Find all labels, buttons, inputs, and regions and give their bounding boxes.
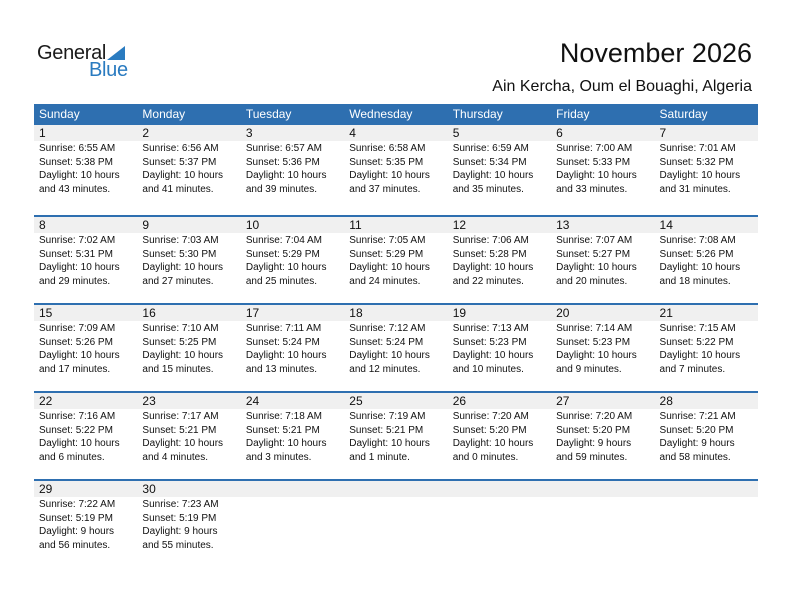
daylight-text: and 59 minutes. — [556, 451, 628, 463]
day-number: 8 — [34, 217, 137, 233]
day-number: 1 — [34, 125, 137, 141]
day-cell — [551, 125, 654, 215]
daylight-text: Daylight: 10 hours — [349, 438, 430, 449]
daylight-text: and 10 minutes. — [452, 363, 524, 375]
day-cell — [655, 217, 758, 303]
daylight-text: Daylight: 10 hours — [245, 350, 327, 361]
day-cell — [655, 125, 758, 215]
daylight-text: Daylight: 10 hours — [452, 438, 534, 449]
day-number: 3 — [241, 125, 344, 141]
daylight-text: Daylight: 9 hours — [556, 438, 632, 449]
weekday-saturday: Saturday — [659, 107, 708, 121]
day-cell — [344, 393, 447, 479]
day-cell — [34, 481, 137, 567]
day-cell — [344, 217, 447, 303]
sunrise-text: Sunrise: 7:02 AM — [39, 235, 116, 246]
day-number: 27 — [551, 393, 654, 409]
location-subtitle: Ain Kercha, Oum el Bouaghi, Algeria — [492, 78, 752, 95]
sun-info — [241, 142, 344, 196]
weeks-container — [34, 125, 758, 567]
weekday-header-row — [34, 104, 758, 125]
sunrise-text: Sunrise: 7:17 AM — [142, 411, 219, 422]
day-number — [241, 481, 344, 497]
day-number: 20 — [551, 305, 654, 321]
daylight-text: Daylight: 10 hours — [556, 170, 637, 181]
sunrise-text: Sunrise: 7:23 AM — [142, 499, 219, 510]
day-cell — [34, 125, 137, 215]
daylight-text: and 27 minutes. — [142, 275, 214, 287]
sun-info — [344, 142, 447, 196]
daylight-text: Daylight: 10 hours — [659, 170, 741, 181]
daylight-text: and 15 minutes. — [142, 363, 214, 375]
sunset-text: Sunset: 5:37 PM — [142, 156, 217, 168]
sunset-text: Sunset: 5:26 PM — [39, 336, 113, 348]
page-title: November 2026 — [559, 38, 752, 68]
daylight-text: Daylight: 10 hours — [142, 438, 224, 449]
weekday-sunday: Sunday — [39, 107, 80, 121]
daylight-text: and 41 minutes. — [142, 183, 214, 195]
sunset-text: Sunset: 5:21 PM — [349, 424, 424, 436]
daylight-text: and 0 minutes. — [452, 451, 519, 463]
day-cell — [137, 393, 240, 479]
sun-info — [34, 234, 137, 288]
day-cell — [655, 305, 758, 391]
daylight-text: and 4 minutes. — [142, 451, 209, 463]
sunrise-text: Sunrise: 7:05 AM — [349, 235, 426, 246]
sunset-text: Sunset: 5:36 PM — [245, 156, 320, 168]
sunrise-text: Sunrise: 6:55 AM — [39, 143, 116, 154]
daylight-text: Daylight: 10 hours — [452, 262, 534, 273]
day-number: 28 — [655, 393, 758, 409]
sun-info — [137, 142, 240, 196]
sunrise-text: Sunrise: 7:19 AM — [349, 411, 426, 422]
daylight-text: and 3 minutes. — [245, 451, 312, 463]
day-cell — [137, 305, 240, 391]
day-number — [448, 481, 551, 497]
sun-info — [655, 322, 758, 376]
daylight-text: and 1 minute. — [349, 451, 410, 463]
sun-info — [344, 234, 447, 288]
day-number: 15 — [34, 305, 137, 321]
daylight-text: and 58 minutes. — [659, 451, 731, 463]
sunrise-text: Sunrise: 7:07 AM — [556, 235, 633, 246]
sunrise-text: Sunrise: 7:01 AM — [659, 143, 736, 154]
week-row — [34, 391, 758, 479]
day-cell — [655, 393, 758, 479]
daylight-text: and 24 minutes. — [349, 275, 421, 287]
daylight-text: Daylight: 10 hours — [556, 262, 637, 273]
daylight-text: and 6 minutes. — [39, 451, 105, 463]
sun-info — [448, 322, 551, 376]
calendar-grid — [34, 104, 758, 567]
day-number: 12 — [448, 217, 551, 233]
sun-info — [448, 142, 551, 196]
sun-info — [137, 498, 240, 552]
sunset-text: Sunset: 5:20 PM — [452, 424, 527, 436]
sun-info — [655, 142, 758, 196]
sun-info — [344, 322, 447, 376]
empty-day-cell — [344, 481, 447, 567]
sunrise-text: Sunrise: 7:14 AM — [556, 323, 633, 334]
sunset-text: Sunset: 5:28 PM — [452, 248, 527, 260]
day-number: 14 — [655, 217, 758, 233]
daylight-text: and 37 minutes. — [349, 183, 421, 195]
daylight-text: Daylight: 9 hours — [659, 438, 735, 449]
sunset-text: Sunset: 5:25 PM — [142, 336, 217, 348]
day-number: 19 — [448, 305, 551, 321]
weekday-tuesday: Tuesday — [245, 107, 292, 121]
daylight-text: Daylight: 10 hours — [39, 438, 120, 449]
daylight-text: and 20 minutes. — [556, 275, 628, 287]
sunset-text: Sunset: 5:33 PM — [556, 156, 631, 168]
sun-info — [137, 410, 240, 464]
day-number: 30 — [137, 481, 240, 497]
sunset-text: Sunset: 5:24 PM — [349, 336, 424, 348]
logo-text-general: General — [37, 42, 107, 64]
sun-info — [137, 234, 240, 288]
day-cell — [448, 125, 551, 215]
sun-info — [344, 410, 447, 464]
sun-info — [34, 498, 137, 552]
daylight-text: Daylight: 10 hours — [452, 170, 534, 181]
sunrise-text: Sunrise: 7:16 AM — [39, 411, 116, 422]
day-number: 24 — [241, 393, 344, 409]
sunrise-text: Sunrise: 7:13 AM — [452, 323, 529, 334]
sun-info — [655, 410, 758, 464]
sunset-text: Sunset: 5:29 PM — [349, 248, 424, 260]
daylight-text: Daylight: 10 hours — [39, 262, 120, 273]
daylight-text: and 9 minutes. — [556, 363, 622, 375]
weekday-monday: Monday — [142, 107, 186, 121]
sunrise-text: Sunrise: 7:03 AM — [142, 235, 219, 246]
weekday-wednesday: Wednesday — [349, 107, 413, 121]
week-row — [34, 125, 758, 215]
empty-day-cell — [448, 481, 551, 567]
daylight-text: and 43 minutes. — [39, 183, 111, 195]
weekday-thursday: Thursday — [452, 107, 503, 121]
sunset-text: Sunset: 5:23 PM — [452, 336, 527, 348]
week-row — [34, 215, 758, 303]
sunset-text: Sunset: 5:20 PM — [659, 424, 734, 436]
daylight-text: and 56 minutes. — [39, 539, 111, 551]
daylight-text: Daylight: 9 hours — [39, 526, 115, 537]
sunrise-text: Sunrise: 7:04 AM — [245, 235, 322, 246]
day-cell — [241, 217, 344, 303]
daylight-text: Daylight: 9 hours — [142, 526, 218, 537]
daylight-text: and 29 minutes. — [39, 275, 111, 287]
week-row — [34, 303, 758, 391]
sunset-text: Sunset: 5:34 PM — [452, 156, 527, 168]
sunset-text: Sunset: 5:19 PM — [39, 512, 113, 524]
day-number: 18 — [344, 305, 447, 321]
empty-day-cell — [551, 481, 654, 567]
daylight-text: Daylight: 10 hours — [245, 262, 327, 273]
sunset-text: Sunset: 5:23 PM — [556, 336, 631, 348]
day-number: 9 — [137, 217, 240, 233]
sun-info — [551, 234, 654, 288]
sunset-text: Sunset: 5:24 PM — [245, 336, 320, 348]
sun-info — [551, 322, 654, 376]
day-number: 4 — [344, 125, 447, 141]
sun-info — [34, 322, 137, 376]
logo-text-blue: Blue — [89, 59, 128, 81]
day-number: 5 — [448, 125, 551, 141]
daylight-text: Daylight: 10 hours — [349, 262, 430, 273]
sunrise-text: Sunrise: 7:22 AM — [39, 499, 116, 510]
sun-info — [551, 142, 654, 196]
day-cell — [137, 481, 240, 567]
sunrise-text: Sunrise: 6:57 AM — [245, 143, 322, 154]
daylight-text: and 22 minutes. — [452, 275, 524, 287]
sun-info — [551, 410, 654, 464]
daylight-text: and 18 minutes. — [659, 275, 731, 287]
sun-info — [137, 322, 240, 376]
sunset-text: Sunset: 5:31 PM — [39, 248, 113, 260]
day-cell — [34, 393, 137, 479]
day-number: 25 — [344, 393, 447, 409]
weekday-friday: Friday — [556, 107, 590, 121]
daylight-text: and 7 minutes. — [659, 363, 726, 375]
daylight-text: Daylight: 10 hours — [39, 170, 120, 181]
sunset-text: Sunset: 5:20 PM — [556, 424, 631, 436]
sun-info — [655, 234, 758, 288]
day-cell — [344, 125, 447, 215]
daylight-text: and 17 minutes. — [39, 363, 111, 375]
week-row — [34, 479, 758, 567]
day-number: 23 — [137, 393, 240, 409]
day-cell — [448, 217, 551, 303]
daylight-text: Daylight: 10 hours — [556, 350, 637, 361]
daylight-text: and 35 minutes. — [452, 183, 524, 195]
day-cell — [137, 125, 240, 215]
sunset-text: Sunset: 5:21 PM — [245, 424, 320, 436]
daylight-text: and 13 minutes. — [245, 363, 318, 375]
day-cell — [551, 305, 654, 391]
daylight-text: Daylight: 10 hours — [39, 350, 120, 361]
day-number: 11 — [344, 217, 447, 233]
daylight-text: Daylight: 10 hours — [245, 170, 327, 181]
day-number: 2 — [137, 125, 240, 141]
sunset-text: Sunset: 5:22 PM — [39, 424, 113, 436]
day-cell — [551, 393, 654, 479]
sunrise-text: Sunrise: 7:06 AM — [452, 235, 529, 246]
sunrise-text: Sunrise: 7:20 AM — [452, 411, 529, 422]
sunset-text: Sunset: 5:27 PM — [556, 248, 631, 260]
sunrise-text: Sunrise: 7:18 AM — [245, 411, 322, 422]
day-cell — [551, 217, 654, 303]
empty-day-cell — [655, 481, 758, 567]
daylight-text: and 33 minutes. — [556, 183, 628, 195]
daylight-text: and 39 minutes. — [245, 183, 318, 195]
sunrise-text: Sunrise: 7:12 AM — [349, 323, 426, 334]
sunrise-text: Sunrise: 7:20 AM — [556, 411, 633, 422]
sunrise-text: Sunrise: 6:58 AM — [349, 143, 426, 154]
day-number: 17 — [241, 305, 344, 321]
sunrise-text: Sunrise: 7:08 AM — [659, 235, 736, 246]
daylight-text: and 12 minutes. — [349, 363, 421, 375]
sunrise-text: Sunrise: 6:56 AM — [142, 143, 219, 154]
generalblue-logo — [37, 42, 137, 82]
sunset-text: Sunset: 5:32 PM — [659, 156, 734, 168]
sun-info — [241, 322, 344, 376]
day-cell — [448, 305, 551, 391]
daylight-text: Daylight: 10 hours — [349, 170, 430, 181]
daylight-text: Daylight: 10 hours — [452, 350, 534, 361]
daylight-text: and 31 minutes. — [659, 183, 731, 195]
day-number — [655, 481, 758, 497]
sunset-text: Sunset: 5:29 PM — [245, 248, 320, 260]
day-cell — [137, 217, 240, 303]
day-number: 29 — [34, 481, 137, 497]
daylight-text: Daylight: 10 hours — [349, 350, 430, 361]
day-cell — [344, 305, 447, 391]
daylight-text: Daylight: 10 hours — [142, 262, 224, 273]
day-cell — [34, 305, 137, 391]
day-cell — [241, 393, 344, 479]
sun-info — [448, 410, 551, 464]
day-number — [551, 481, 654, 497]
daylight-text: Daylight: 10 hours — [659, 262, 741, 273]
sunset-text: Sunset: 5:22 PM — [659, 336, 734, 348]
logo-triangle-icon — [107, 46, 125, 60]
daylight-text: and 55 minutes. — [142, 539, 214, 551]
sun-info — [448, 234, 551, 288]
sunrise-text: Sunrise: 6:59 AM — [452, 143, 529, 154]
daylight-text: Daylight: 10 hours — [142, 170, 224, 181]
sunrise-text: Sunrise: 7:10 AM — [142, 323, 219, 334]
day-number: 16 — [137, 305, 240, 321]
sunrise-text: Sunrise: 7:11 AM — [245, 323, 322, 334]
day-cell — [34, 217, 137, 303]
day-cell — [448, 393, 551, 479]
daylight-text: and 25 minutes. — [245, 275, 318, 287]
day-number: 13 — [551, 217, 654, 233]
day-number: 21 — [655, 305, 758, 321]
sunset-text: Sunset: 5:30 PM — [142, 248, 217, 260]
sunset-text: Sunset: 5:19 PM — [142, 512, 217, 524]
sunrise-text: Sunrise: 7:09 AM — [39, 323, 116, 334]
day-number: 10 — [241, 217, 344, 233]
sunset-text: Sunset: 5:21 PM — [142, 424, 217, 436]
day-cell — [241, 125, 344, 215]
sun-info — [34, 410, 137, 464]
day-number — [344, 481, 447, 497]
day-cell — [241, 305, 344, 391]
sun-info — [241, 234, 344, 288]
day-number: 6 — [551, 125, 654, 141]
day-number: 7 — [655, 125, 758, 141]
daylight-text: Daylight: 10 hours — [659, 350, 741, 361]
sunrise-text: Sunrise: 7:21 AM — [659, 411, 736, 422]
sunset-text: Sunset: 5:26 PM — [659, 248, 734, 260]
sunset-text: Sunset: 5:35 PM — [349, 156, 424, 168]
daylight-text: Daylight: 10 hours — [245, 438, 327, 449]
sun-info — [34, 142, 137, 196]
empty-day-cell — [241, 481, 344, 567]
sun-info — [241, 410, 344, 464]
day-number: 22 — [34, 393, 137, 409]
sunrise-text: Sunrise: 7:00 AM — [556, 143, 633, 154]
sunrise-text: Sunrise: 7:15 AM — [659, 323, 736, 334]
sunset-text: Sunset: 5:38 PM — [39, 156, 113, 168]
daylight-text: Daylight: 10 hours — [142, 350, 224, 361]
day-number: 26 — [448, 393, 551, 409]
